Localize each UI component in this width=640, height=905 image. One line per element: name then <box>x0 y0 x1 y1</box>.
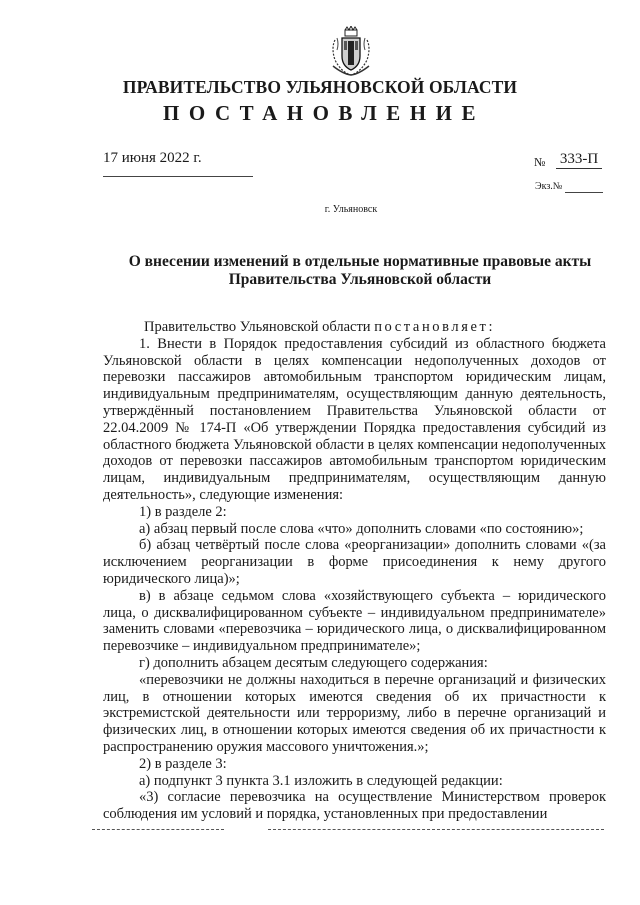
body-paragraph: 1) в разделе 2: <box>139 503 227 520</box>
body-paragraph: «перевозчики не должны находиться в перечне организаций и физических лиц, в отношении которых имеются сведения об их причастности к экстремистской деятельности или терроризму, либо в перечне организаций и физических лиц, в отношении которых имеются сведения об их причастности к распространению оружия массового уничтожения.»; <box>103 671 606 755</box>
intro-prefix: Правительство Ульяновской области <box>144 319 375 335</box>
document-subject <box>80 253 640 289</box>
page-bottom-rule-right <box>268 829 604 830</box>
city-line: г. Ульяновск <box>324 204 378 215</box>
document-type-title: ПОСТАНОВЛЕНИЕ <box>163 101 485 125</box>
document-date: 17 июня 2022 г. <box>103 150 202 166</box>
body-paragraph: 2) в разделе 3: <box>139 755 227 772</box>
government-title: ПРАВИТЕЛЬСТВО УЛЬЯНОВСКОЙ ОБЛАСТИ <box>122 77 518 97</box>
document-number: 333-П <box>556 150 602 169</box>
intro-suffix: : <box>488 319 493 335</box>
copy-number-underline <box>565 192 603 193</box>
intro-spaced-verb: постановляет <box>374 319 489 335</box>
intro-paragraph <box>103 319 606 336</box>
body-paragraph: а) подпункт 3 пункта 3.1 изложить в следующей редакции: <box>139 772 503 789</box>
date-underline <box>103 176 253 177</box>
subject-line-1: О внесении изменений в отдельные нормативные правовые акты <box>128 253 592 270</box>
subject-line-2: Правительства Ульяновской области <box>228 271 492 288</box>
page-bottom-rule-left <box>92 829 224 830</box>
body-paragraph: в) в абзаце седьмом слова «хозяйствующего субъекта – юридического лица, о дисквалифицированном субъекте – индивидуальном предпринимателе» заменить словами «перевозчика – юридического лица, о дисквалифицированном перевозчике – индивидуальном предпринимателе»; <box>103 587 606 655</box>
document-body <box>103 319 606 823</box>
coat-of-arms-emblem <box>329 26 373 76</box>
body-paragraph: «3) согласие перевозчика на осуществление Министерством проверок соблюдения им условий и порядка, установленных при предоставлении <box>103 789 606 823</box>
body-paragraph: г) дополнить абзацем десятым следующего содержания: <box>139 654 488 671</box>
body-paragraph: б) абзац четвёртый после слова «реорганизации» дополнить словами «(за исключением реорганизации в форме присоединения к нему другого юридического лица)»; <box>103 537 606 587</box>
body-paragraph: 1. Внести в Порядок предоставления субсидий из областного бюджета Ульяновской области в целях компенсации недополученных доходов от перевозки пассажиров автомобильным транспортом юридическим лицам, индивидуальным предпринимателям, осуществляющим данную деятельность, утверждённый постановлением Правительства Ульяновской области от 22.04.2009 № 174-П «Об утверждении Порядка предоставления субсидий из областного бюджета Ульяновской области в целях компенсации недополученных доходов от перевозки пассажиров автомобильным транспортом юридическим лицам, индивидуальным предпринимателям, осуществляющим данную деятельность», следующие изменения: <box>103 335 606 503</box>
body-paragraph: а) абзац первый после слова «что» дополнить словами «по состоянию»; <box>139 520 584 537</box>
copy-number-label: Экз.№ <box>535 181 563 192</box>
number-label: № <box>534 155 546 169</box>
